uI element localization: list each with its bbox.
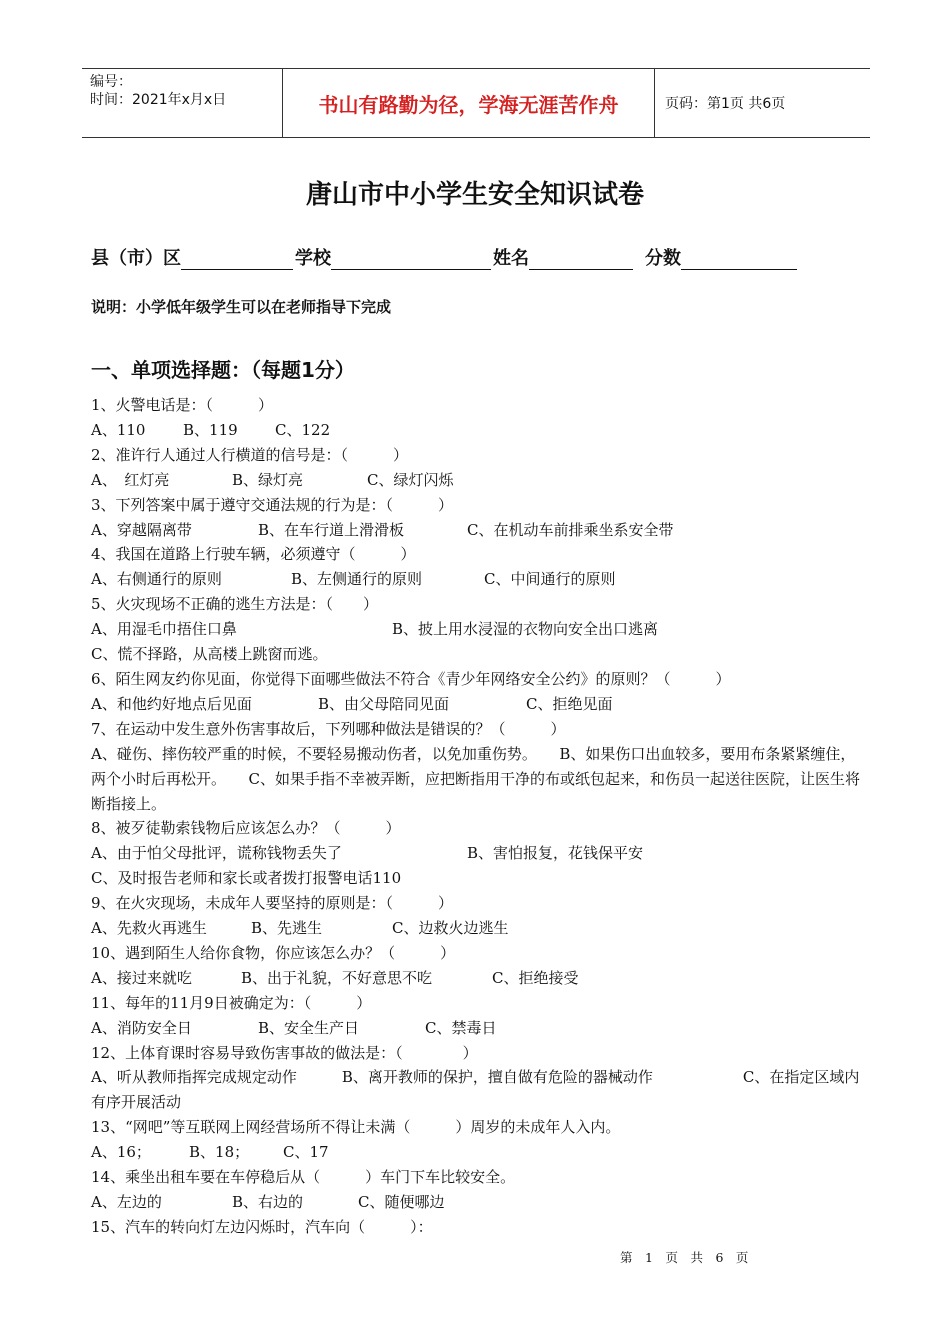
school-label: 学校 — [295, 248, 331, 269]
option-c: C、绿灯闪烁 — [367, 470, 454, 489]
district-label: 县（市）区 — [91, 248, 181, 269]
question-list — [91, 393, 861, 1240]
options-12: A、听从教师指挥完成规定动作 B、离开教师的保护，擅自做有危险的器械动作 C、在指定区域内有序开展活动 — [91, 1068, 860, 1112]
option-a: A、接过来就吃 — [91, 968, 192, 987]
option-c: C、在机动车前排乘坐系安全带 — [467, 520, 674, 539]
motto: 书山有路勤为径，学海无涯苦作舟 — [283, 69, 655, 137]
option-c-5: C、慌不择路，从高楼上跳窗而逃。 — [91, 645, 328, 664]
option-a: A、110 — [91, 420, 146, 439]
options-10 — [91, 966, 861, 991]
option-a: A、用湿毛巾捂住口鼻 — [91, 620, 237, 639]
option-c: C、随便哪边 — [358, 1193, 445, 1211]
option-b: B、左侧通行的原则 — [291, 570, 423, 589]
options-9 — [91, 916, 861, 941]
options-1 — [91, 418, 861, 443]
section-heading: 一、单项选择题：（每题1分） — [91, 358, 355, 382]
question-8: 8、被歹徒勒索钱物后应该怎么办？（ ） — [91, 819, 401, 838]
number-label: 编号： — [90, 74, 132, 90]
question-9: 9、在火灾现场，未成年人要坚持的原则是：（ ） — [91, 894, 454, 913]
page-footer: 第 1 页 共 6 页 — [620, 1250, 749, 1265]
question-15: 15、汽车的转向灯左边闪烁时，汽车向（ ）： — [91, 1217, 433, 1236]
score-label: 分数 — [645, 248, 681, 269]
option-c: C、禁毒日 — [425, 1018, 497, 1037]
option-a: A、由于怕父母批评，谎称钱物丢失了 — [91, 844, 342, 863]
option-b: B、先逃生 — [251, 919, 323, 938]
option-b: B、出于礼貌，不好意思不吃 — [241, 968, 433, 987]
page-title: 唐山市中小学生安全知识试卷 — [305, 180, 644, 210]
option-c: C、拒绝见面 — [526, 694, 613, 713]
options-5 — [91, 617, 861, 642]
question-13: 13、“网吧”等互联网上网经营场所不得让未满（ ）周岁的未成年人入内。 — [91, 1118, 621, 1137]
name-blank[interactable] — [529, 249, 633, 270]
option-a: A、右侧通行的原则 — [91, 570, 222, 589]
question-7: 7、在运动中发生意外伤害事故后，下列哪种做法是错误的？（ ） — [91, 719, 566, 738]
header-meta — [82, 69, 283, 137]
options-6 — [91, 692, 861, 717]
option-c: C、17 — [283, 1143, 329, 1162]
option-a: A、左边的 — [91, 1193, 162, 1211]
options-3 — [91, 518, 861, 543]
question-11: 11、每年的11月9日被确定为：（ ） — [91, 993, 372, 1012]
option-b: B、在车行道上滑滑板 — [258, 520, 405, 539]
option-c: C、中间通行的原则 — [484, 570, 616, 589]
instructions-note: 说明：小学低年级学生可以在老师指导下完成 — [91, 298, 392, 316]
option-a: A、和他约好地点后见面 — [91, 694, 252, 713]
school-blank[interactable] — [331, 249, 491, 270]
question-14: 14、乘坐出租车要在车停稳后从（ ）车门下车比较安全。 — [91, 1168, 516, 1187]
option-b: B、由父母陪同见面 — [318, 694, 450, 713]
district-blank[interactable] — [181, 249, 293, 270]
question-6: 6、陌生网友约你见面，你觉得下面哪些做法不符合《青少年网络安全公约》的原则？（ ） — [91, 669, 731, 688]
option-b: B、右边的 — [232, 1193, 304, 1211]
question-10: 10、遇到陌生人给你食物，你应该怎么办？（ ） — [91, 943, 456, 962]
options-4 — [91, 567, 861, 592]
question-4: 4、我国在道路上行驶车辆，必须遵守（ ） — [91, 545, 416, 564]
option-a: A、16； — [91, 1143, 151, 1162]
option-a: A、消防安全日 — [91, 1018, 192, 1037]
option-b: B、害怕报复，花钱保平安 — [467, 844, 644, 863]
options-8 — [91, 841, 861, 866]
options-7: A、碰伤、摔伤较严重的时候，不要轻易搬动伤者，以免加重伤势。 B、如果伤口出血较多，要用布条紧紧缠住，两个小时后再松开。 C、如果手指不幸被弄断，应把断指用干净的布或纸包起来，和伤员一起送往医院，让医生将断指接上。 — [91, 744, 860, 813]
question-2: 2、准许行人通过人行横道的信号是：（ ） — [91, 445, 409, 464]
option-a: A、先救火再逃生 — [91, 919, 207, 938]
page-info: 页码：第1页 共6页 — [665, 96, 786, 112]
name-label: 姓名 — [493, 248, 529, 269]
options-11 — [91, 1016, 861, 1041]
question-5: 5、火灾现场不正确的逃生方法是：（ ） — [91, 595, 379, 614]
document-header — [82, 68, 870, 138]
options-2 — [91, 468, 861, 493]
option-c: C、边救火边逃生 — [392, 919, 509, 938]
option-b: B、安全生产日 — [258, 1018, 360, 1037]
option-b: B、披上用水浸湿的衣物向安全出口逃离 — [392, 620, 659, 639]
student-info-fields — [91, 244, 799, 270]
option-c: C、拒绝接受 — [492, 968, 579, 987]
option-c: C、122 — [275, 420, 331, 439]
question-12: 12、上体育课时容易导致伤害事故的做法是：（ ） — [91, 1043, 478, 1062]
option-a: A、 红灯亮 — [91, 470, 170, 489]
option-b: B、18； — [189, 1143, 250, 1162]
date-label: 时间：2021年x月x日 — [90, 92, 227, 108]
question-3: 3、下列答案中属于遵守交通法规的行为是：（ ） — [91, 495, 454, 514]
options-14 — [91, 1190, 861, 1215]
option-b: B、119 — [183, 420, 238, 439]
option-a: A、穿越隔离带 — [91, 520, 192, 539]
option-c-8: C、及时报告老师和家长或者拨打报警电话110 — [91, 869, 402, 888]
score-blank[interactable] — [681, 249, 797, 270]
option-b: B、绿灯亮 — [232, 470, 304, 489]
question-1: 1、火警电话是：（ ） — [91, 396, 274, 414]
options-13 — [91, 1140, 861, 1165]
